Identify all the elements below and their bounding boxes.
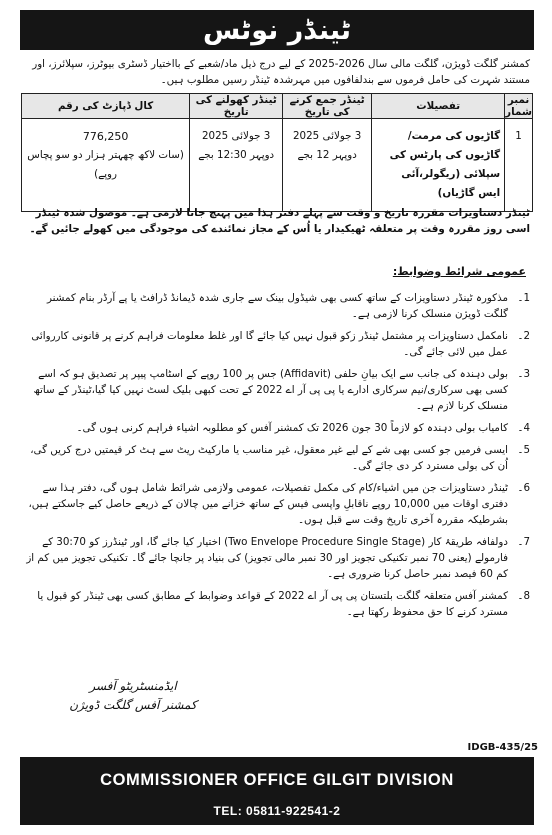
conditions-list: [20, 290, 530, 626]
condition-number: 4۔: [517, 422, 530, 434]
header-serial: نمبر شمار: [505, 94, 532, 118]
condition-number: 2۔: [517, 330, 530, 342]
amount-figure: 776,250: [82, 130, 129, 143]
submission-date: 3 جولائی 2025: [293, 130, 362, 142]
condition-item: [20, 366, 530, 414]
opening-time: دوپہر 12:30 بجے: [198, 149, 275, 161]
condition-number: 8۔: [517, 590, 530, 602]
tender-table-header-row: [22, 94, 533, 119]
notice-title-banner: [20, 10, 534, 50]
condition-item: [20, 290, 530, 322]
condition-text: نامکمل دستاویزات پر مشتمل ٹینڈر زکو قبول نہیں کیا جائے گا اور غلط معلومات فراہم کرنے پر قانونی کارروائی عمل میں لائی جائے گی۔: [31, 330, 508, 358]
condition-text: کامیاب بولی دہندہ کو لازماً 30 جون 2026 تک کمشنر آفس کو مطلوبہ اشیاء فراہم کرنی ہوں گی۔: [76, 422, 508, 434]
condition-number: 1۔: [517, 292, 530, 304]
cell-serial: 1: [505, 119, 533, 212]
conditions-heading: [393, 264, 526, 280]
conditions-heading-text: عمومی شرائط وضوابط:: [392, 265, 526, 278]
cell-submission: [283, 119, 372, 212]
condition-number: 3۔: [517, 368, 530, 380]
notice-title: ٹینڈر نوٹس: [202, 14, 352, 46]
condition-number: 7۔: [517, 536, 530, 548]
footer-telephone: TEL: 05811-922541-2: [213, 804, 341, 818]
condition-text: مذکورہ ٹینڈر دستاویزات کے ساتھ کسی بھی شیڈول بینک سے جاری شدہ ڈیمانڈ ڈرافٹ یا پے آرڈر بنام کمشنر گلگت ڈویژن منسلک کرنا لازمی ہے۔: [46, 292, 508, 320]
condition-text: بولی دہندہ کی جانب سے ایک بیانِ حلفی (Affidavit) جس پر 100 روپے کے اسٹامپ پیپر پر تصدیق ہو کہ اسے کسی بھی سرکاری/نیم سرکاری ادارے یا پی پی آر اے 2022 کے تحت کبھی بلیک لسٹ نہیں کیا گیا،ٹینڈر کے ساتھ منسلک کرنا لازم ہے۔: [33, 368, 508, 412]
footer-banner: [20, 757, 534, 825]
condition-item: [20, 328, 530, 360]
submission-note: ٹینڈر دستاویزات مقررہ تاریخ و وقت سے پہلے دفتر ہذا میں پہنچ جانا لازمی ہے۔ موصول شدہ ٹینڈر اسی روز مقررہ وقت پر متعلقہ ٹھیکیدار یا اُس کے مجاز نمائندے کی موجودگی میں کھولے جائیں گے۔: [29, 207, 530, 235]
condition-number: 6۔: [517, 482, 530, 494]
cell-amount: [22, 119, 190, 212]
reference-code: IDGB-435/25: [467, 742, 538, 753]
condition-text: کمشنر آفس متعلقہ گلگت بلتستان پی پی آر اے 2022 کے قواعد وضوابط کے مطابق کسی بھی ٹینڈر کو قبول یا مسترد کرنے کا حق محفوظ رکھتا ہے۔: [37, 590, 508, 618]
footer-office-name: COMMISSIONER OFFICE GILGIT DIVISION: [100, 771, 454, 789]
header-submission-date: ٹینڈر جمع کرنے کی تاریخ: [283, 94, 372, 119]
signature-block: [58, 677, 208, 715]
amount-words: (سات لاکھ چھہتر ہزار دو سو پچاس روپے): [27, 149, 184, 180]
header-opening-date: ٹینڈر کھولنے کی تاریخ: [190, 94, 283, 119]
condition-item: [20, 420, 530, 436]
tender-table: [21, 93, 533, 212]
condition-item: [20, 534, 530, 582]
table-row: [22, 119, 533, 212]
condition-item: [20, 588, 530, 620]
cell-opening: [190, 119, 283, 212]
condition-number: 5۔: [517, 444, 530, 456]
condition-item: [20, 480, 530, 528]
header-call-deposit: کال ڈپازٹ کی رقم: [22, 94, 190, 119]
cell-description: گاڑیوں کی مرمت/گاڑیوں کی پارٹس کی سپلائی (ریگولر،آئی ایس گاڑیاں): [372, 119, 505, 212]
submission-time: دوپہر 12 بجے: [297, 149, 357, 161]
condition-text: دولفافہ طریقۂ کار (Two Envelope Procedure Single Stage) اختیار کیا جائے گا، اور ٹینڈرز کو 30:70 کے فارمولے (یعنی 70 نمبر تکنیکی تجویز اور 30 نمبر مالی تجویز) کی بنیاد پر جانچا جائے گا۔ تکنیکی تجویز میں کم از کم 60 فیصد نمبر حاصل کرنا ضروری ہے۔: [26, 536, 508, 580]
condition-item: [20, 442, 530, 474]
signatory-office: کمشنر آفس گلگت ڈویژن: [69, 698, 197, 712]
condition-text: ٹینڈر دستاویزات جن میں اشیاء/کام کی مکمل تفصیلات، عمومی ولازمی شرائط شامل ہوں گی، دفتر ہذا سے دفتری اوقات میں 10,000 روپے ناقابلِ واپسی فیس کے ساتھ خزانے میں چالان کے ذریعے حاصل کیے جاسکتے ہیں، بشرطیکہ مقررہ آخری تاریخ وقت سے قبل ہوں۔: [28, 482, 508, 526]
condition-text: ایسی فرمیں جو کسی بھی شے کے لیے غیر معقول، غیر مناسب یا مارکیٹ ریٹ سے ہٹ کر قیمتیں درج کریں گی، اُن کی بولی مسترد کر دی جائے گی۔: [30, 444, 508, 472]
signatory-title: ایڈمنسٹریٹو آفسر: [89, 679, 177, 693]
intro-paragraph: کمشنر گلگت ڈویژن، گلگت مالی سال 2026-2025 کے لیے درج ذیل ماد/شعبے کے بااختیار ڈسٹری بیوٹرز، سپلائرز، اور مستند شہرت کی حامل فرموں سے بندلفافوں میں مہرشدہ ٹینڈر رسیں مطلوب ہیں۔: [32, 58, 530, 86]
opening-date: 3 جولائی 2025: [202, 130, 271, 142]
header-description: تفصیلات: [372, 94, 505, 119]
